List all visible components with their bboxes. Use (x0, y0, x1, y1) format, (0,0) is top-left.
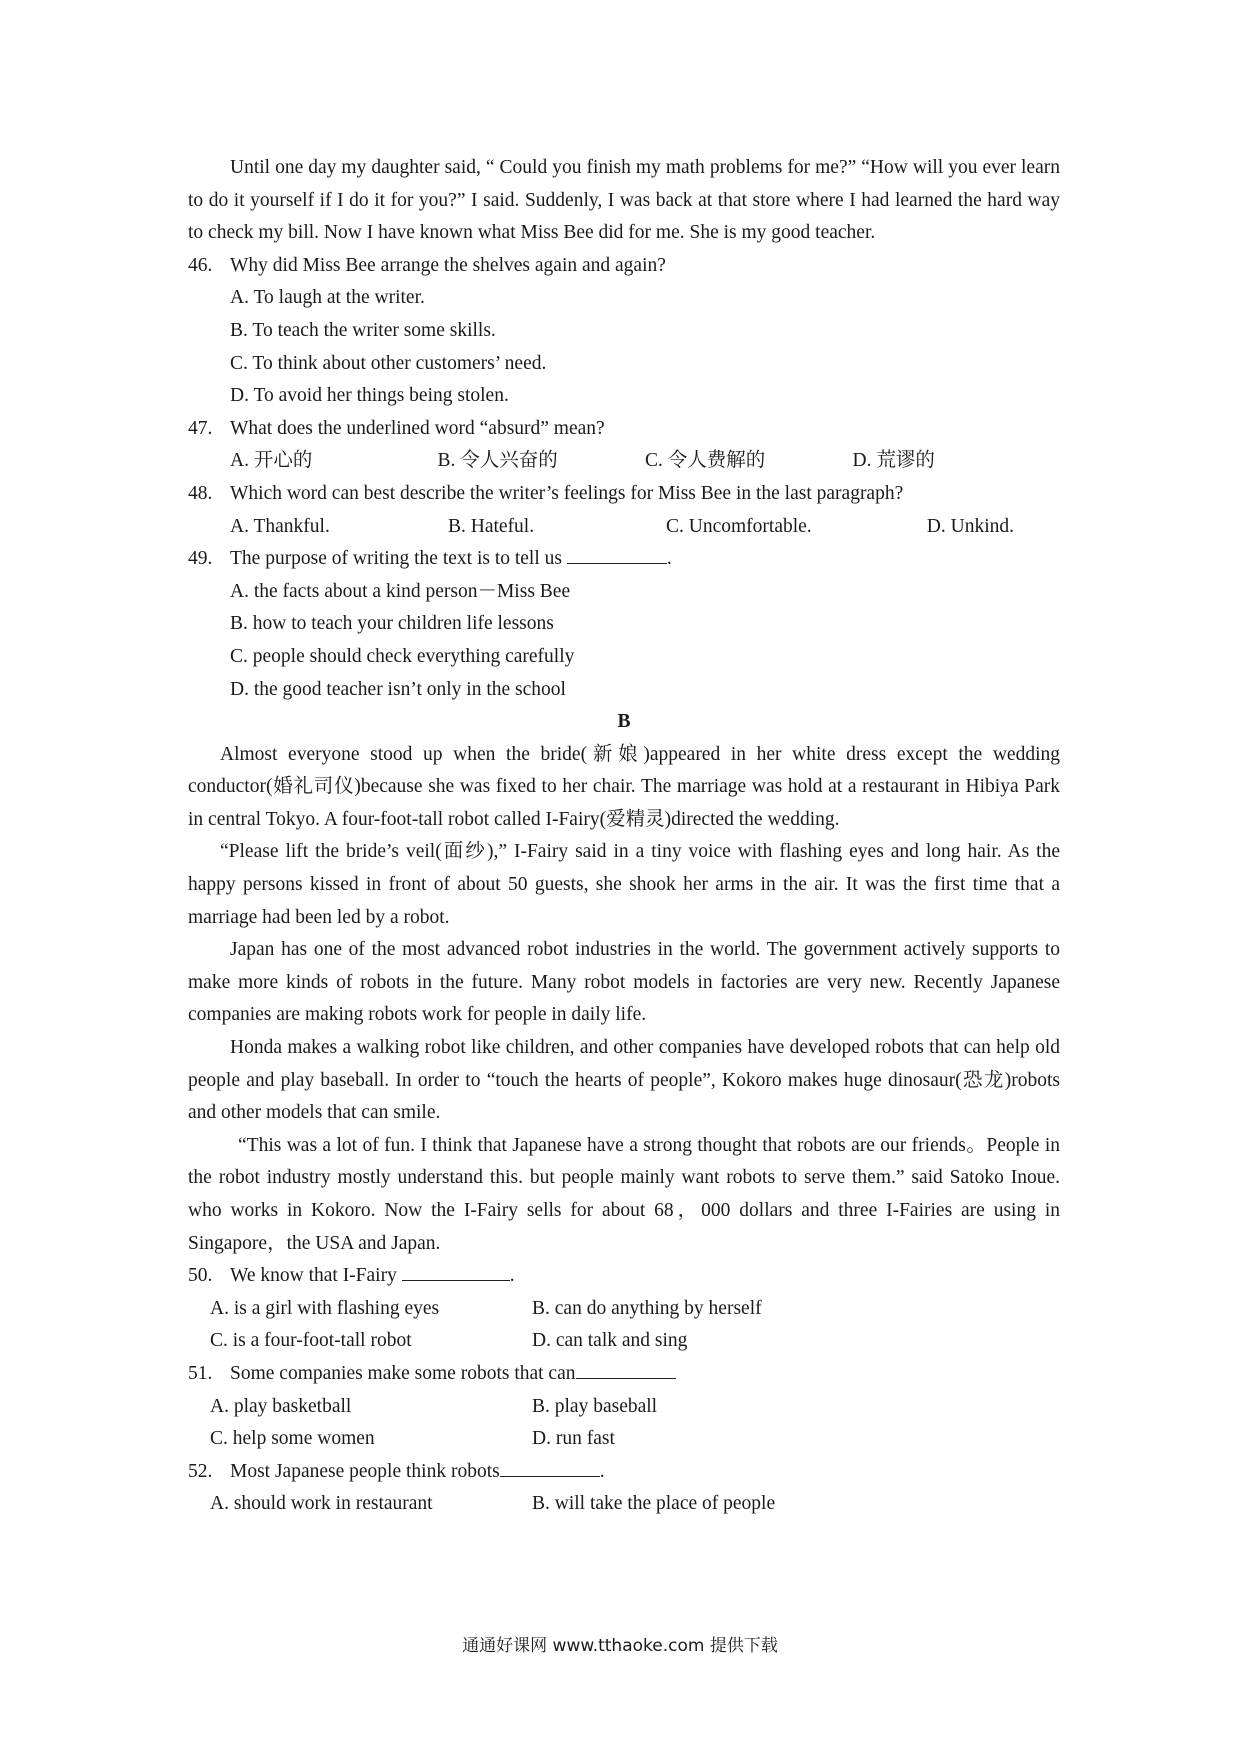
question-51 (188, 1358, 1060, 1391)
options-row (188, 1325, 1060, 1358)
question-50 (188, 1260, 1060, 1293)
question-number: 48. (188, 482, 213, 504)
option-b: B. Hateful. (448, 515, 535, 537)
option-c: C. people should check everything carefully (230, 645, 575, 667)
question-stem: The purpose of writing the text is to tell us (230, 548, 562, 570)
option-d: D. run fast (532, 1428, 615, 1450)
option-b: B. play baseball (532, 1395, 658, 1417)
passage-b-paragraph-5: “This was a lot of fun. I think that Japanese have a strong thought that robots are our friends。People in the robot industry mostly understand this. but people mainly want robots to serve them.” said Satoko Inoue. who works in Kokoro. Now the I-Fairy sells for about 68，000 dollars and three I-Fairies are using in Singapore，the USA and Japan. (188, 1134, 1060, 1254)
question-number: 50. (188, 1265, 213, 1287)
question-number: 52. (188, 1460, 213, 1482)
question-number: 51. (188, 1362, 213, 1384)
question-46 (188, 250, 1060, 283)
question-stem: What does the underlined word “absurd” mean? (230, 417, 605, 439)
passage-b-paragraph-1: Almost everyone stood up when the bride(新娘)appeared in her white dress except the wedding conductor(婚礼司仪)because she was fixed to her chair. The marriage was hold at a restaurant in Hibiya Park in central Tokyo. A four-foot-tall robot called I-Fairy(爱精灵)directed the wedding. (188, 743, 1060, 830)
option-a: A. is a girl with flashing eyes (210, 1297, 440, 1319)
options-row (188, 1293, 1060, 1326)
answer-blank (567, 543, 667, 564)
option-d: D. Unkind. (926, 515, 1014, 537)
question-52 (188, 1456, 1060, 1489)
option-b: B. To teach the writer some skills. (230, 319, 496, 341)
stem-end: . (509, 1265, 515, 1287)
question-49 (188, 543, 1060, 576)
option-a: A. To laugh at the writer. (230, 287, 425, 309)
options-row (188, 445, 1060, 478)
section-heading: B (617, 711, 631, 733)
answer-blank (576, 1358, 676, 1379)
question-stem: Which word can best describe the writer’s feelings for Miss Bee in the last paragraph? (230, 482, 904, 504)
options-row (188, 1423, 1060, 1456)
option-d: D. can talk and sing (532, 1330, 688, 1352)
answer-blank (402, 1260, 510, 1281)
options-row (188, 1488, 1060, 1521)
option-a: A. 开心的 (230, 450, 313, 472)
passage-b-paragraph-3: Japan has one of the most advanced robot industries in the world. The government actively supports to make more kinds of robots in the future. Many robot models in factories are very new. Recently Japanese companies are making robots work for people in daily life. (188, 939, 1060, 1026)
passage-b-paragraph-2: “Please lift the bride’s veil(面纱),” I-Fairy said in a tiny voice with flashing eyes and long hair. As the happy persons kissed in front of about 50 guests, she shook her arms in the air. It was the first time that a marriage had been led by a robot. (188, 841, 1060, 928)
page-content (188, 152, 1060, 1521)
options-row (188, 1391, 1060, 1424)
question-stem: Some companies make some robots that can (230, 1362, 576, 1384)
question-48 (188, 478, 1060, 511)
option-b: B. can do anything by herself (532, 1297, 762, 1319)
question-number: 47. (188, 417, 213, 439)
question-47 (188, 413, 1060, 446)
answer-blank (500, 1456, 600, 1477)
option-d: D. 荒谬的 (852, 450, 935, 472)
option-b: B. will take the place of people (532, 1493, 776, 1515)
question-stem: Why did Miss Bee arrange the shelves again and again? (230, 254, 666, 276)
option-c: C. To think about other customers’ need. (230, 352, 547, 374)
question-stem: Most Japanese people think robots (230, 1460, 500, 1482)
question-stem: We know that I-Fairy (230, 1265, 397, 1287)
option-a: A. should work in restaurant (210, 1493, 433, 1515)
option-c: C. help some women (210, 1428, 375, 1450)
option-d: D. To avoid her things being stolen. (230, 385, 509, 407)
option-b: B. how to teach your children life lessons (230, 613, 554, 635)
stem-end: . (599, 1460, 605, 1482)
passage-a-paragraph: Until one day my daughter said, “ Could you finish my math problems for me?” “How will you ever learn to do it yourself if I do it for you?” I said. Suddenly, I was back at that store where I had learned the hard way to check my bill. Now I have known what Miss Bee did for me. She is my good teacher. (188, 157, 1060, 244)
question-number: 49. (188, 548, 213, 570)
option-c: C. 令人费解的 (645, 450, 766, 472)
question-number: 46. (188, 254, 213, 276)
stem-end: . (666, 548, 672, 570)
option-b: B. 令人兴奋的 (437, 450, 558, 472)
options-row (188, 511, 1060, 544)
option-a: A. Thankful. (230, 515, 330, 537)
option-c: C. is a four-foot-tall robot (210, 1330, 412, 1352)
option-a: A. the facts about a kind person－Miss Bee (230, 580, 571, 602)
option-d: D. the good teacher isn’t only in the school (230, 678, 566, 700)
page-footer: 通通好课网 www.tthaoke.com 提供下载 (462, 1636, 778, 1656)
passage-b-paragraph-4: Honda makes a walking robot like children, and other companies have developed robots that can help old people and play baseball. In order to “touch the hearts of people”, Kokoro makes huge dinosaur(恐龙)robots and other models that can smile. (188, 1037, 1060, 1124)
option-c: C. Uncomfortable. (666, 515, 812, 537)
option-a: A. play basketball (210, 1395, 352, 1417)
